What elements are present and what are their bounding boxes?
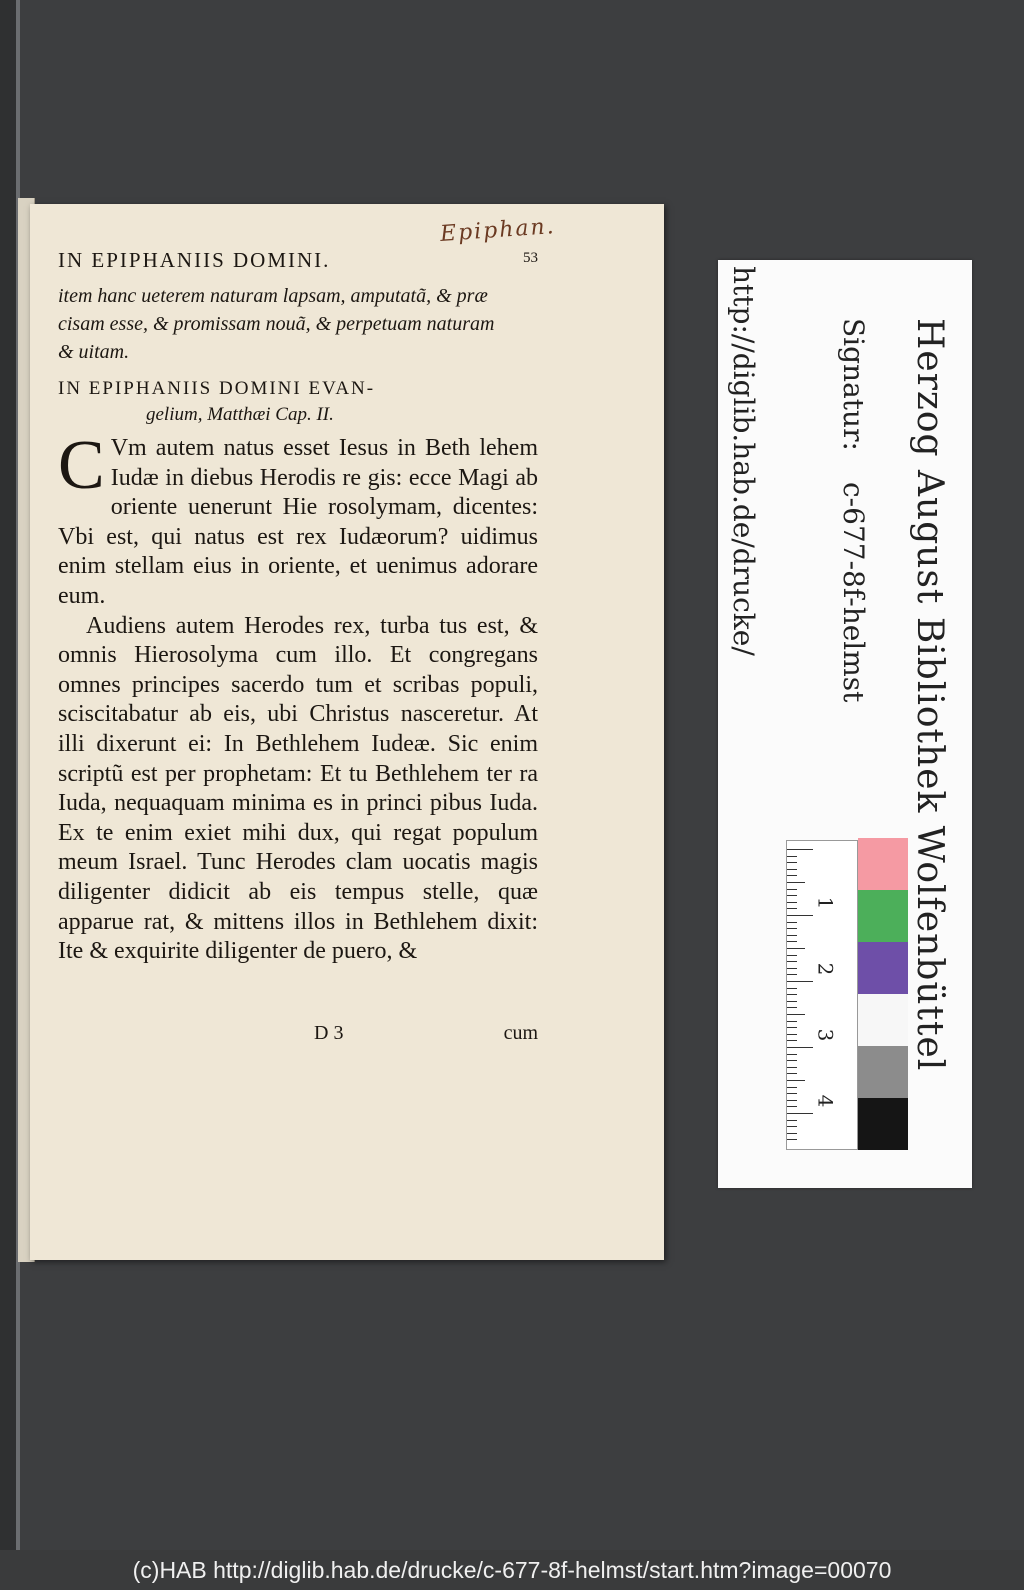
ruler-number-3: 3	[813, 1028, 838, 1042]
ruler-tick	[787, 869, 797, 870]
ruler-tick	[787, 1054, 797, 1055]
copyright-footer: (c)HAB http://diglib.hab.de/drucke/c-677-8f-helmst/start.htm?image=00070	[0, 1550, 1024, 1590]
ruler-tick	[787, 1067, 797, 1068]
ruler-tick	[787, 1047, 813, 1048]
ruler-tick	[787, 1014, 805, 1015]
library-card	[718, 260, 972, 1188]
ruler-tick	[787, 902, 797, 903]
ruler-tick	[787, 1080, 805, 1081]
ruler-tick	[787, 922, 797, 923]
library-url: http://diglib.hab.de/drucke/	[727, 266, 760, 656]
page-number: 53	[523, 250, 538, 266]
section-subheading: gelium, Matthæi Cap. II.	[146, 404, 334, 425]
ruler-tick	[787, 915, 813, 916]
library-name: Herzog August Bibliothek Wolfenbüttel	[909, 318, 950, 1072]
catchword: cum	[503, 1022, 538, 1044]
ruler-tick	[787, 974, 797, 975]
ruler-tick	[787, 1034, 797, 1035]
ruler-tick	[787, 1001, 797, 1002]
scale-ruler	[786, 840, 858, 1150]
ruler-tick	[787, 1113, 813, 1114]
ruler-tick	[787, 895, 797, 896]
ruler-tick	[787, 968, 797, 969]
ruler-tick	[787, 941, 797, 942]
ruler-tick	[787, 1106, 797, 1107]
ruler-tick	[787, 1027, 797, 1028]
ruler-tick	[787, 955, 797, 956]
ruler-number-1: 1	[813, 896, 838, 910]
ruler-tick	[787, 948, 805, 949]
ruler-tick	[787, 1073, 797, 1074]
ruler-tick	[787, 1120, 797, 1121]
handwritten-note: Epiphan.	[439, 213, 557, 248]
paragraph-1: Vm autem natus esset Iesus in Beth lehem Iudæ in diebus Herodis re gis: ecce Magi ab oriente uenerunt Hie rosolymam, dicentes: Vbi est, qui natus est rex Iudæorum? uidimus enim stellam eius in oriente, et uenimus adorare eum.	[58, 435, 538, 609]
ruler-tick	[787, 882, 805, 883]
page-content	[58, 213, 557, 1044]
ruler-number-4: 4	[813, 1094, 838, 1108]
ruler-tick	[787, 856, 797, 857]
ruler-tick	[787, 875, 797, 876]
signature-mark: D 3	[314, 1022, 344, 1044]
signatur-label: Signatur:	[837, 318, 870, 451]
gospel-text	[58, 427, 538, 967]
ruler-tick	[787, 1133, 797, 1134]
ruler-number-2: 2	[813, 962, 838, 976]
book-page	[30, 204, 664, 1260]
ruler-tick	[787, 1007, 797, 1008]
ruler-tick	[787, 1021, 797, 1022]
ruler-tick	[787, 889, 797, 890]
ruler-tick	[787, 1126, 797, 1127]
ruler-tick	[787, 981, 813, 982]
ruler-tick	[787, 994, 797, 995]
swatch-black	[858, 1098, 908, 1150]
ruler-tick	[787, 1093, 797, 1094]
ruler-tick	[787, 1040, 797, 1041]
ruler-tick	[787, 1060, 797, 1061]
ruler-tick	[787, 862, 797, 863]
swatch-purple	[858, 942, 908, 994]
paragraph-2: Audiens autem Herodes rex, turba tus est, & omnis Hierosolyma cum illo. Et congregans omnes principes sacerdo tum et scribas populi, sciscitabatur ab eis, ubi Christus nasceretur. At illi dixerunt ei: In Bethlehem Iudeæ. Sic enim scriptũ est per prophetam: Et tu Bethlehem ter ra Iuda, nequaquam minima es in princi pibus Iuda. Ex te enim exiet mihi dux, qui regat populum meum Israel. Tunc Herodes clam uocatis magis diligenter didicit ab eis tempus stelle, quæ apparue rat, & mittens illos in Bethlehem dixit: Ite & exquirite diligenter de puero, &	[58, 612, 538, 965]
ruler-tick	[787, 935, 797, 936]
swatch-white	[858, 994, 908, 1046]
italic-line-1: item hanc ueterem naturam lapsam, amputatã, & præ	[58, 285, 488, 307]
section-heading: IN EPIPHANIIS DOMINI EVAN-	[58, 378, 376, 399]
running-head	[58, 213, 557, 282]
ruler-tick	[787, 988, 797, 989]
signatur-value: c-677-8f-helmst	[837, 482, 870, 703]
drop-cap: C	[58, 427, 105, 504]
swatch-pink	[858, 838, 908, 890]
ruler-tick	[787, 849, 813, 850]
swatch-gray	[858, 1046, 908, 1098]
ruler-tick	[787, 908, 797, 909]
swatch-green	[858, 890, 908, 942]
running-head-text: IN EPIPHANIIS DOMINI.	[58, 248, 331, 272]
ruler-tick	[787, 928, 797, 929]
ruler-tick	[787, 1139, 797, 1140]
color-swatches	[858, 838, 908, 1150]
italic-line-2: cisam esse, & promissam nouã, & perpetuam naturam	[58, 313, 495, 335]
italic-line-3: & uitam.	[58, 341, 130, 363]
ruler-tick	[787, 1100, 797, 1101]
ruler-tick	[787, 1087, 797, 1088]
ruler-tick	[787, 961, 797, 962]
